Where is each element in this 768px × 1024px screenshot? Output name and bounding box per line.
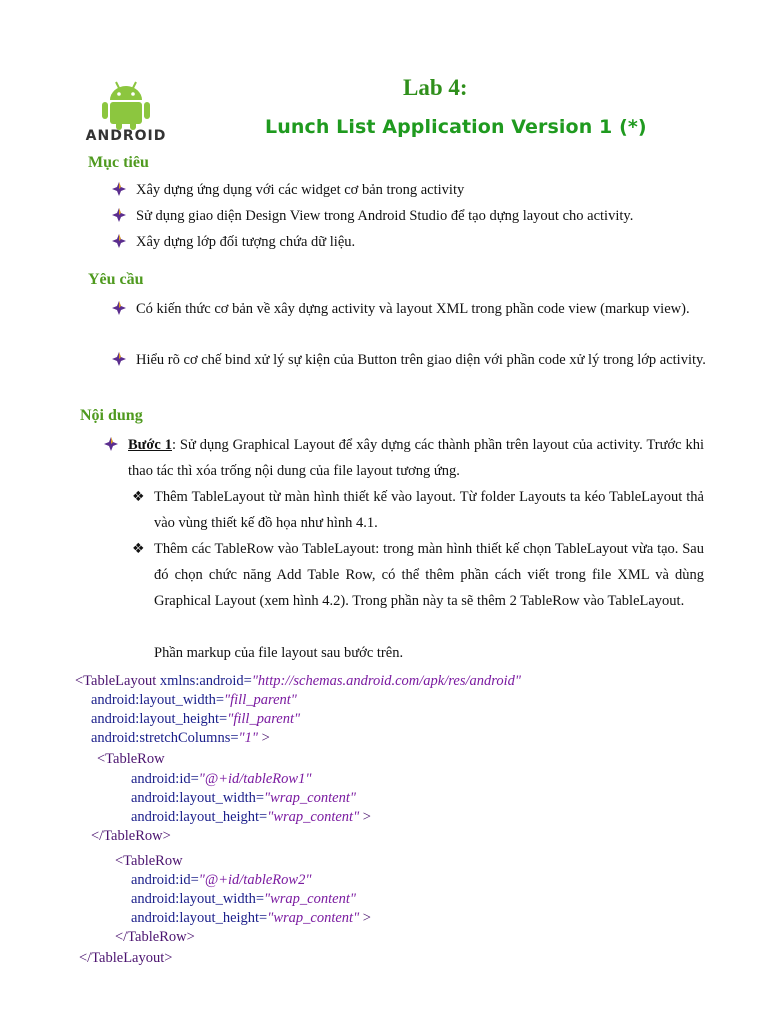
list-item [132, 484, 704, 536]
list-item-text: Thêm các TableRow vào TableLayout: trong màn hình thiết kế chọn TableLayout vừa tạo. Sau đó chọn chức năng Add Table Row, có thể thêm phần cách viết trong file XML và dùng Graphical Layout (xem hình 4.2). Trong phần này ta sẽ thêm 2 TableRow vào TableLayout. [154, 541, 704, 609]
code-line: android:layout_width="wrap_content" [131, 790, 356, 806]
list-item [112, 347, 712, 399]
arrow-cross-bullet-icon [112, 301, 126, 315]
arrow-cross-bullet-icon [112, 208, 126, 222]
step-text [128, 432, 704, 484]
list-item-text: Sử dụng giao diện Design View trong Android Studio để tạo dựng layout cho activity. [136, 208, 634, 224]
list-item-text: Thêm TableLayout từ màn hình thiết kế vào layout. Từ folder Layouts ta kéo TableLayout thả vào vùng thiết kế đồ họa như hình 4.1. [154, 489, 704, 531]
code-line: android:layout_height="wrap_content" > [131, 809, 371, 825]
code-line: <TableRow [97, 751, 165, 767]
code-line: android:layout_width="wrap_content" [131, 891, 356, 907]
code-line: android:id="@+id/tableRow1" [131, 771, 312, 787]
arrow-cross-bullet-icon [112, 182, 126, 196]
code-line: <TableRow [115, 853, 183, 869]
android-logo [84, 78, 168, 150]
diamond-bullet-icon: ❖ [132, 489, 145, 505]
code-line: android:stretchColumns="1" > [91, 730, 270, 746]
list-item-text: Xây dựng ứng dụng với các widget cơ bản trong activity [136, 182, 465, 198]
lab-subtitle: Lunch List Application Version 1 (*) [265, 116, 647, 138]
code-line: android:layout_height="wrap_content" > [131, 910, 371, 926]
list-item-step-1 [104, 432, 704, 484]
code-line: android:id="@+id/tableRow2" [131, 872, 312, 888]
list-item-text: Có kiến thức cơ bản về xây dựng activity và layout XML trong phần code view (markup view). [136, 301, 690, 317]
code-line: <TableLayout xmlns:android="http://schemas.android.com/apk/res/android" [75, 673, 521, 689]
code-line: </TableRow> [115, 929, 195, 945]
section-heading-yeu-cau: Yêu cầu [88, 271, 144, 288]
list-item [112, 296, 712, 348]
step-label: Bước 1 [128, 437, 172, 453]
section-heading-noi-dung: Nội dung [80, 407, 143, 424]
code-line: android:layout_height="fill_parent" [91, 711, 301, 727]
list-item [132, 536, 704, 640]
section-heading-muc-tieu: Mục tiêu [88, 154, 149, 171]
arrow-cross-bullet-icon [112, 352, 126, 366]
android-logo-text: ANDROID [85, 128, 167, 144]
markup-note: Phần markup của file layout sau bước trên. [154, 645, 404, 661]
arrow-cross-bullet-icon [104, 437, 118, 451]
step-description: : Sử dụng Graphical Layout để xây dựng các thành phần trên layout của activity. Trước khi thao tác thì xóa trống nội dung của file layout tương ứng. [128, 437, 705, 479]
list-item-text: Xây dựng lớp đối tượng chứa dữ liệu. [136, 234, 356, 250]
code-line: </TableRow> [91, 828, 171, 844]
android-robot-icon [84, 78, 168, 130]
arrow-cross-bullet-icon [112, 234, 126, 248]
code-line: android:layout_width="fill_parent" [91, 692, 297, 708]
code-line: </TableLayout> [79, 950, 173, 966]
diamond-bullet-icon: ❖ [132, 541, 145, 557]
lab-title: Lab 4: [403, 75, 468, 100]
list-item-text: Hiểu rõ cơ chế bind xử lý sự kiện của Button trên giao diện với phần code xử lý trong lớp activity. [136, 352, 706, 368]
